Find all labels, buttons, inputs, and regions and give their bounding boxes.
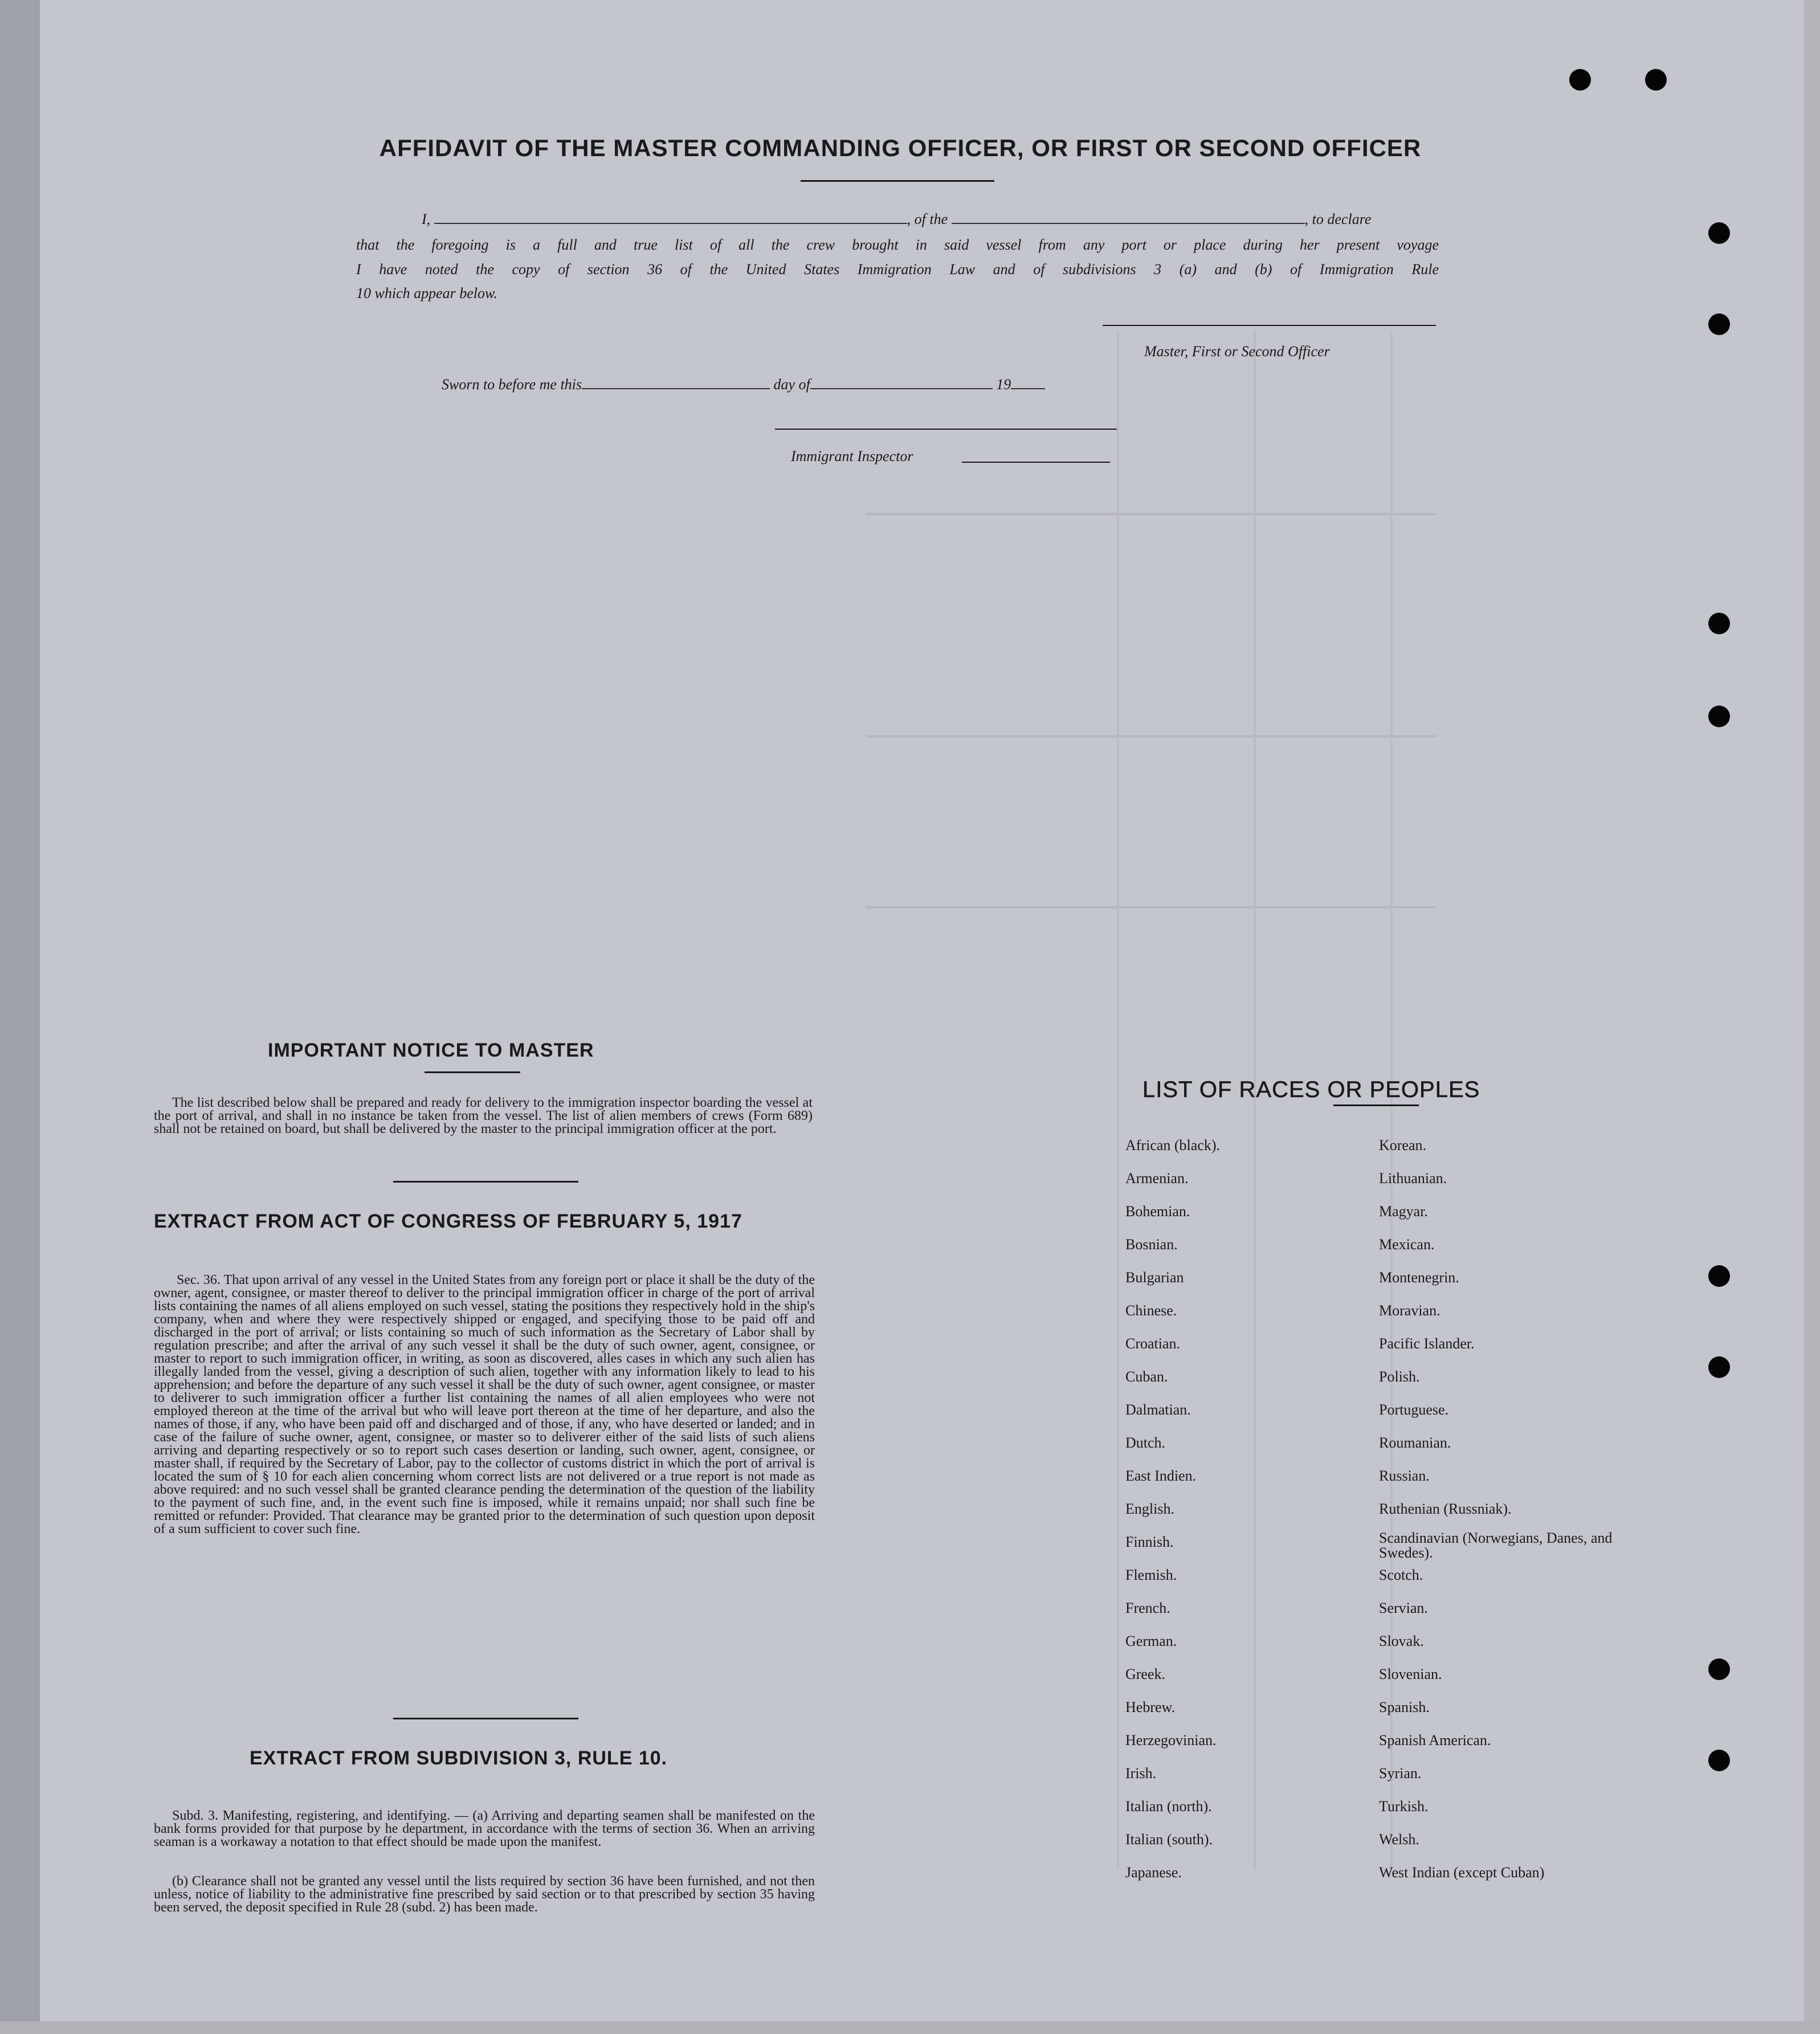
- master-signature-label: Master, First or Second Officer: [1144, 343, 1330, 360]
- race-item: Welsh.: [1379, 1831, 1419, 1848]
- race-item: Cuban.: [1125, 1368, 1168, 1385]
- act-rule: [393, 1718, 578, 1719]
- of-the-label: , of the: [907, 211, 948, 227]
- race-item: Scandinavian (Norwegians, Danes, and Swedes).: [1379, 1530, 1613, 1561]
- race-item: Bosnian.: [1125, 1236, 1178, 1253]
- inspector-signature-line[interactable]: [775, 429, 1117, 430]
- race-item: Syrian.: [1379, 1765, 1422, 1782]
- affidavit-title: AFFIDAVIT OF THE MASTER COMMANDING OFFICER, OR FIRST OR SECOND OFFICER: [379, 134, 1422, 161]
- race-item: Japanese.: [1125, 1864, 1182, 1881]
- race-item: Hebrew.: [1125, 1699, 1176, 1715]
- affidavit-line-2: that the foregoing is a full and true list of all the crew brought in said vessel from any port or place during her present voyage: [356, 237, 1439, 253]
- race-item: Ruthenian (Russniak).: [1379, 1501, 1512, 1517]
- punch-hole: [1708, 1658, 1730, 1680]
- sworn-label: Sworn to before me this: [442, 376, 582, 393]
- affidavit-line-1: [422, 211, 1371, 228]
- race-item: Roumanian.: [1379, 1434, 1451, 1451]
- race-item: French.: [1125, 1600, 1170, 1616]
- race-item: Turkish.: [1379, 1798, 1429, 1815]
- race-item: Slovenian.: [1379, 1666, 1442, 1682]
- race-item: Polish.: [1379, 1368, 1420, 1385]
- i-label: I,: [422, 211, 431, 227]
- race-item: Servian.: [1379, 1600, 1428, 1616]
- punch-hole: [1708, 313, 1730, 335]
- race-item: Montenegrin.: [1379, 1269, 1459, 1286]
- inspector-underline: [962, 462, 1110, 463]
- race-item: Spanish American.: [1379, 1732, 1491, 1748]
- races-heading: LIST OF RACES OR PEOPLES: [1142, 1077, 1480, 1102]
- sworn-line: [442, 376, 1045, 393]
- rule-heading: EXTRACT FROM SUBDIVISION 3, RULE 10.: [250, 1747, 668, 1769]
- punch-hole: [1569, 69, 1591, 91]
- master-signature-line[interactable]: [1103, 325, 1436, 326]
- race-item: English.: [1125, 1501, 1174, 1517]
- race-item: Magyar.: [1379, 1203, 1428, 1220]
- affidavit-line-4: 10 which appear below.: [356, 285, 497, 301]
- race-item: African (black).: [1125, 1137, 1221, 1153]
- race-item: Lithuanian.: [1379, 1170, 1447, 1187]
- act-heading: EXTRACT FROM ACT OF CONGRESS OF FEBRUARY 5, 1917: [154, 1210, 742, 1232]
- race-item: East Indien.: [1125, 1468, 1197, 1484]
- race-item: Russian.: [1379, 1468, 1430, 1484]
- race-item: Irish.: [1125, 1765, 1157, 1782]
- notice-rule: [393, 1181, 578, 1183]
- race-item: Slovak.: [1379, 1633, 1424, 1649]
- races-column-2: [1379, 1134, 1618, 1894]
- race-item: Greek.: [1125, 1666, 1166, 1682]
- race-item: German.: [1125, 1633, 1177, 1649]
- punch-hole: [1708, 1750, 1730, 1771]
- race-item: Scotch.: [1379, 1567, 1423, 1583]
- race-item: Herzegovinian.: [1125, 1732, 1217, 1748]
- sworn-day-field[interactable]: [582, 388, 770, 389]
- race-item: Portuguese.: [1379, 1401, 1449, 1418]
- scan-edge-right: [1804, 0, 1820, 2034]
- punch-hole: [1708, 1356, 1730, 1378]
- name-field[interactable]: [434, 223, 907, 224]
- race-item: Finnish.: [1125, 1534, 1174, 1550]
- race-item: Moravian.: [1379, 1302, 1441, 1319]
- vessel-field[interactable]: [952, 223, 1305, 224]
- punch-hole: [1708, 222, 1730, 244]
- race-item: Flemish.: [1125, 1567, 1177, 1583]
- race-item: Dalmatian.: [1125, 1401, 1191, 1418]
- race-item: Dutch.: [1125, 1434, 1166, 1451]
- race-item: West Indian (except Cuban): [1379, 1864, 1545, 1881]
- race-item: Korean.: [1379, 1137, 1427, 1153]
- notice-underline: [425, 1071, 520, 1073]
- year-label: 19: [996, 376, 1011, 393]
- race-item: Pacific Islander.: [1379, 1335, 1475, 1352]
- sworn-year-field[interactable]: [1011, 388, 1045, 389]
- race-item: Chinese.: [1125, 1302, 1177, 1319]
- to-declare-label: , to declare: [1304, 211, 1372, 227]
- races-underline: [1333, 1104, 1419, 1106]
- races-column-1: [1125, 1134, 1353, 1894]
- race-item: Bulgarian: [1125, 1269, 1184, 1286]
- act-text: Sec. 36. That upon arrival of any vessel in the United States from any foreign port or place it shall be the duty of the owner, agent, consignee, or master thereof to deliver to the principal immigration officer in charge of the port of arrival lists containing the names of all aliens employed on such vessel, stating the positions they respectively hold in the ship's company, when and where they were respectively shipped or engaged, and specifying those to be paid off and discharged in the port of arrival; or lists containing so much of such information as the Secretary of Labor shall by regulation prescribe; and after the arrival of any such vessel it shall be the duty of such owner, agent, consignee, or master to report to such immigration officer, in writing, as soon as discovered, alles cases in which any such alien has illegally landed from the vessel, giving a description of such alien, together with any information likely to lead to his apprehension; and before the departure of any such vessel it shall be the duty of such owner, agent consignee, or master to deliverer to such immigration officer a further list containing the names of all alien employees who were not employed thereon at the time of the arrival but who will leave port thereon at the time of her departure, and also the names of those, if any, who have been paid off and discharged and of those, if any, who have deserted or landed; and in case of the failure of suche owner, agent, consignee, or master so to deliverer either of the said lists of such aliens arriving and departing respectively or so to report such cases desertion or landing, such owner, agent, consignee, or master shall, if required by the Secretary of Labor, pay to the collector of customs district in which the port of arrival is located the sum of § 10 for each alien concerning whom correct lists are not delivered or a true report is not made as above required: and no such vessel shall be granted clearance pending the determination of the question of the liability to the payment of such fine, and, in the event such fine is imposed, while it remains unpaid; nor shall such fine be remitted or refunder: Provided. That clearance may be granted prior to the determination of such question upon deposit of a sum sufficient to cover such fine.: [154, 1273, 815, 1536]
- scan-edge-left: [0, 0, 40, 2034]
- scan-edge-bottom: [0, 2021, 1820, 2034]
- affidavit-line-3: I have noted the copy of section 36 of the United States Immigration Law and of subdivisions 3 (a) and (b) of Immigration Rule: [356, 261, 1439, 278]
- punch-hole: [1708, 1265, 1730, 1287]
- day-of-label: day of: [773, 376, 810, 393]
- race-item: Mexican.: [1379, 1236, 1435, 1253]
- punch-hole: [1708, 706, 1730, 727]
- notice-text: The list described below shall be prepared and ready for delivery to the immigration inspector boarding the vessel at the port of arrival, and shall in no instance be taken from the vessel. The list of alien members of crews (Form 689) shall not be retained on board, but shall be delivered by the master to the principal immigration officer at the port.: [154, 1095, 813, 1136]
- race-item: Armenian.: [1125, 1170, 1189, 1187]
- sworn-month-field[interactable]: [810, 388, 993, 389]
- race-item: Croatian.: [1125, 1335, 1181, 1352]
- punch-hole: [1708, 613, 1730, 634]
- race-item: Italian (north).: [1125, 1798, 1212, 1815]
- notice-heading: IMPORTANT NOTICE TO MASTER: [268, 1040, 594, 1061]
- inspector-label: Immigrant Inspector: [791, 448, 913, 464]
- rule-text-b: (b) Clearance shall not be granted any vessel until the lists required by section 36 have been furnished, and not then unless, notice of liability to the administrative fine prescribed by said section or to that prescribed by section 35 having been served, the deposit specified in Rule 28 (subd. 2) has been made.: [154, 1874, 815, 1915]
- race-item: Spanish.: [1379, 1699, 1430, 1715]
- punch-hole: [1645, 69, 1667, 91]
- title-rule: [801, 180, 994, 182]
- race-item: Italian (south).: [1125, 1831, 1213, 1848]
- rule-text-a: Subd. 3. Manifesting, registering, and identifying. — (a) Arriving and departing seamen shall be manifested on the bank forms provided for that purpose by he department, in accordance with the terms of section 36. When an arriving seaman is a workaway a notation to that effect should be made upon the manifest.: [154, 1808, 815, 1849]
- race-item: Bohemian.: [1125, 1203, 1190, 1220]
